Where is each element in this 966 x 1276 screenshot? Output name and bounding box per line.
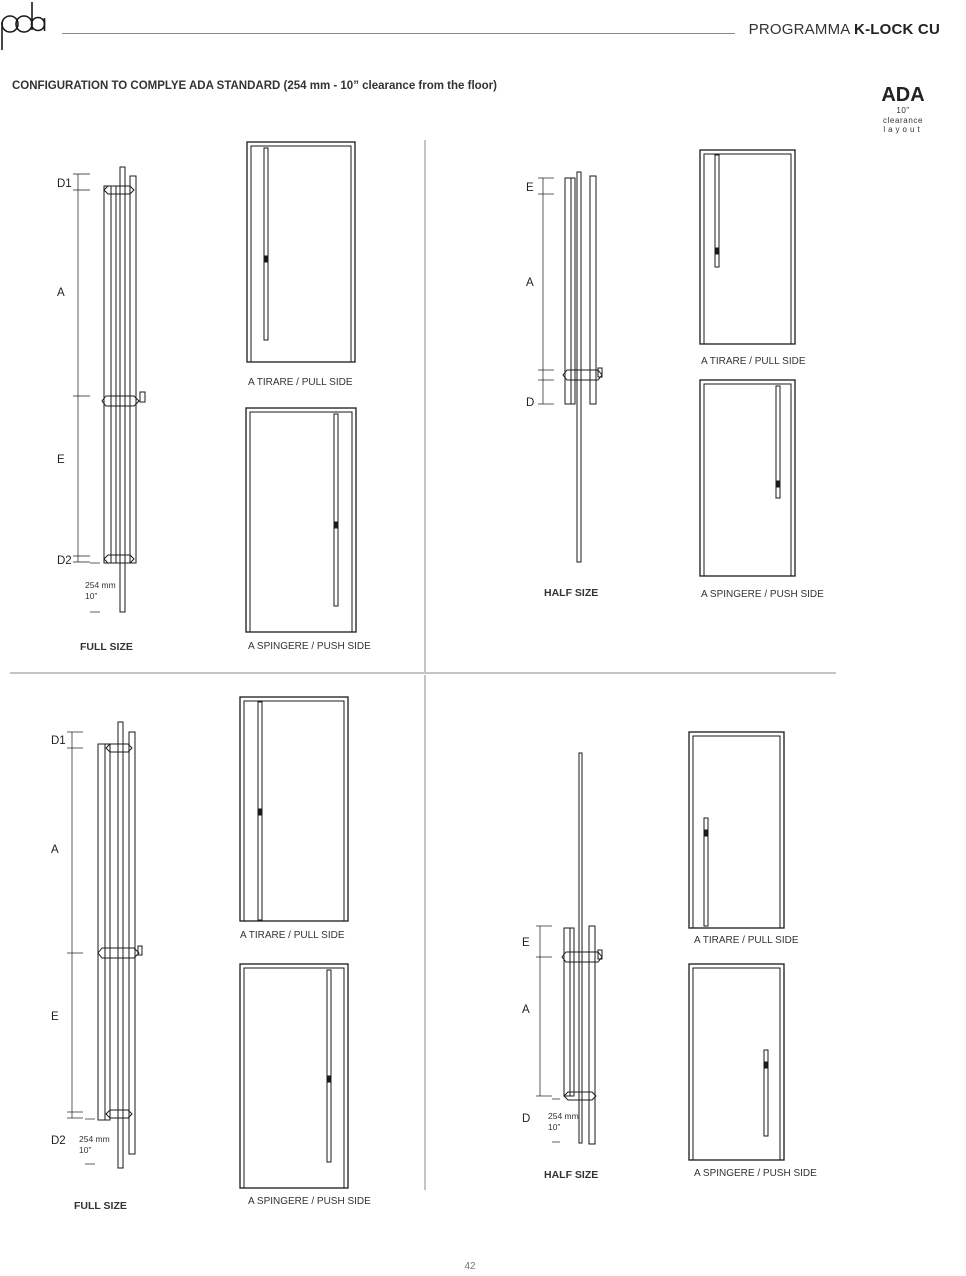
ada-line1: 10” [896, 106, 910, 115]
door-push-top-right [700, 380, 795, 576]
ada-line2: clearance [882, 115, 924, 125]
dim-d1: D1 [51, 735, 66, 747]
full-size-elevation-bottom [67, 722, 142, 1168]
header-title: PROGRAMMA K-LOCK CU [748, 21, 940, 38]
dim-d2: D2 [57, 555, 72, 567]
size-label: FULL SIZE [74, 1200, 127, 1212]
ada-title: ADA [881, 84, 925, 106]
dim-e: E [522, 937, 530, 949]
door-push-bottom-left [240, 964, 348, 1188]
clearance-label: 254 mm 10” [85, 580, 116, 601]
door-push-top-left [246, 408, 356, 632]
dim-a: A [522, 1004, 530, 1016]
pull-side-label: A TIRARE / PULL SIDE [701, 356, 806, 367]
dim-d1: D1 [57, 178, 72, 190]
page-number: 42 [464, 1261, 476, 1272]
full-size-elevation-top [73, 167, 145, 612]
dim-d: D [526, 397, 535, 409]
dim-a: A [51, 844, 59, 856]
dim-a: A [526, 277, 534, 289]
door-push-bottom-right [689, 964, 784, 1160]
door-pull-bottom-right [689, 732, 784, 928]
half-size-elevation-top [538, 172, 602, 562]
pull-side-label: A TIRARE / PULL SIDE [248, 377, 353, 388]
size-label: HALF SIZE [544, 587, 599, 599]
dim-d2: D2 [51, 1135, 66, 1147]
door-pull-top-left [247, 142, 355, 362]
ada-line3: layout [883, 125, 923, 134]
dim-d: D [522, 1113, 531, 1125]
clearance-label: 254 mm 10” [79, 1134, 110, 1155]
dim-e: E [526, 182, 534, 194]
pull-side-label: A TIRARE / PULL SIDE [240, 930, 345, 941]
size-label: FULL SIZE [80, 641, 133, 653]
half-size-elevation-bottom [536, 753, 602, 1144]
pull-side-label: A TIRARE / PULL SIDE [694, 935, 799, 946]
dim-a: A [57, 287, 65, 299]
door-pull-top-right [700, 150, 795, 344]
size-label: HALF SIZE [544, 1169, 599, 1181]
dim-e: E [51, 1011, 59, 1023]
door-pull-bottom-left [240, 697, 348, 921]
page-subtitle: CONFIGURATION TO COMPLYE ADA STANDARD (254 mm - 10” clearance from the floor) [12, 80, 497, 92]
push-side-label: A SPINGERE / PUSH SIDE [248, 641, 371, 652]
push-side-label: A SPINGERE / PUSH SIDE [248, 1196, 371, 1207]
dim-e: E [57, 454, 65, 466]
clearance-label: 254 mm 10” [548, 1111, 579, 1132]
push-side-label: A SPINGERE / PUSH SIDE [701, 589, 824, 600]
push-side-label: A SPINGERE / PUSH SIDE [694, 1168, 817, 1179]
